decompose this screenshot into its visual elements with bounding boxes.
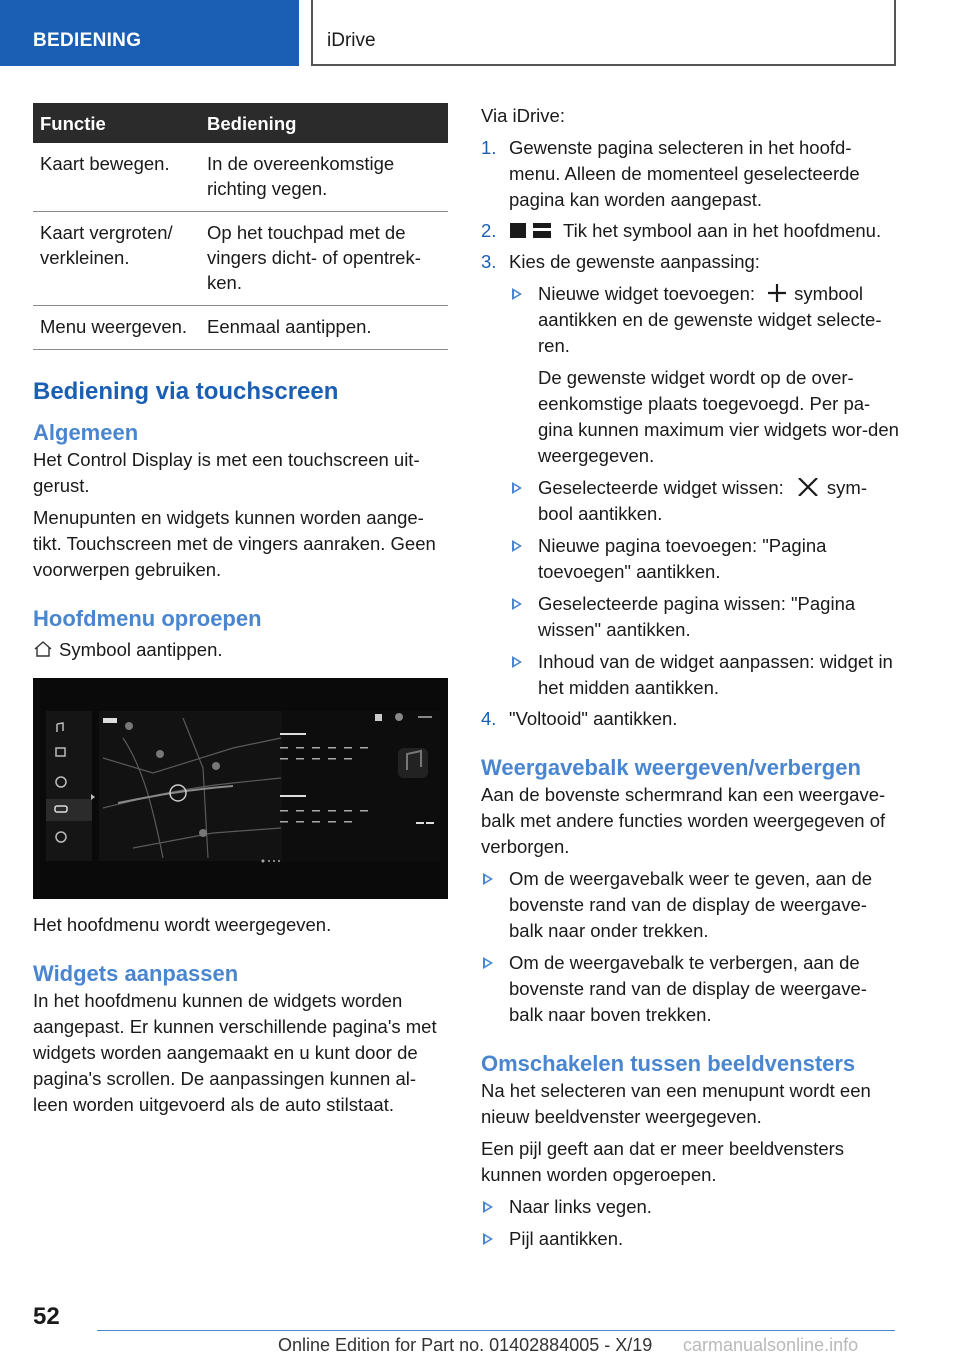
bullet-icon [483, 957, 493, 969]
list-item [481, 1194, 899, 1220]
right-column [481, 103, 899, 1252]
list-item [481, 866, 899, 944]
option-text: Geselecteerde pagina wissen: "Pagina wissen" aantikken. [538, 593, 856, 640]
page-number: 52 [33, 1303, 60, 1330]
option-text: Inhoud van de widget aanpassen: widget in het midden aantikken. [538, 651, 893, 698]
idrive-screen-graphic [33, 678, 448, 899]
paragraph: Het Control Display is met een touchscreen uit-gerust. [33, 449, 420, 496]
subheading-widgets: Widgets aanpassen [33, 961, 239, 986]
bullet-icon [483, 1233, 493, 1245]
plus-icon [766, 284, 788, 302]
paragraph: In het hoofdmenu kunnen de widgets worden aangepast. Er kunnen verschillende pagina's met widgets worden aangemaakt en u kunt door de pagina's scrollen. De aanpassingen kunnen al-leen worden uitgevoerd als de auto stilstaat. [33, 990, 437, 1115]
table-row [33, 143, 448, 212]
options-list [481, 281, 899, 701]
section-tab [0, 0, 299, 66]
widget-edit-icon [509, 221, 557, 239]
step-2 [481, 218, 899, 244]
list-item [510, 533, 899, 585]
list-item [510, 475, 899, 527]
bullet-icon [512, 288, 522, 300]
table-cell: In de overeenkomstige richting vegen. [200, 143, 448, 212]
mainmenu-line [33, 637, 448, 663]
watermark: carmanualsonline.info [683, 1335, 859, 1355]
bullet-icon [512, 656, 522, 668]
step-text: Tik het symbool aan in het hoofdmenu. [563, 220, 882, 241]
option-text: Nieuwe widget toevoegen: [538, 283, 756, 304]
bullet-icon [483, 873, 493, 885]
table-row [33, 306, 448, 350]
list-item [510, 649, 899, 701]
table-header-operation: Bediening [200, 103, 448, 143]
option-text: Nieuwe pagina toevoegen: "Pagina toevoegen" aantikken. [538, 535, 827, 582]
subheading-switch-windows: Omschakelen tussen beeldvensters [481, 1051, 856, 1076]
step-4 [481, 706, 899, 732]
step-number: 1. [481, 137, 497, 158]
table-cell: Kaart bewegen. [33, 143, 200, 212]
option-note: De gewenste widget wordt op de over-eenkomstige plaats toegevoegd. Per pa-gina kunnen maximum vier widgets wor-den weergegeven. [538, 367, 899, 466]
chapter-tab [311, 0, 896, 66]
paragraph: Menupunten en widgets kunnen worden aange-tikt. Touchscreen met de vingers aanraken. Geen voorwerpen gebruiken. [33, 507, 436, 580]
step-3 [481, 249, 899, 275]
list-item [481, 1226, 899, 1252]
bullet-icon [512, 540, 522, 552]
list-text: Om de weergavebalk te verbergen, aan de bovenste rand van de display de weergave-balk naar boven trekken. [509, 952, 867, 1025]
list-item [510, 591, 899, 643]
section-title: BEDIENING [33, 30, 142, 51]
table-cell: Kaart vergroten/ verkleinen. [33, 212, 200, 306]
idrive-screen-image [33, 678, 448, 899]
paragraph: Het hoofdmenu wordt weergegeven. [33, 914, 332, 935]
table-cell: Eenmaal aantippen. [200, 306, 448, 350]
option-text: Geselecteerde widget wissen: [538, 477, 784, 498]
subheading-general: Algemeen [33, 420, 139, 445]
step-text: "Voltooid" aantikken. [509, 708, 678, 729]
table-header-function: Functie [33, 103, 200, 143]
list-text: Om de weergavebalk weer te geven, aan de bovenste rand van de display de weergave-balk naar onder trekken. [509, 868, 873, 941]
mainmenu-text: Symbool aantippen. [59, 639, 223, 660]
step-text: Kies de gewenste aanpassing: [509, 251, 760, 272]
list-item [510, 281, 899, 359]
table-cell: Menu weergeven. [33, 306, 200, 350]
table-row [33, 212, 448, 306]
chapter-title: iDrive [327, 30, 376, 51]
subheading-mainmenu: Hoofdmenu oproepen [33, 606, 262, 631]
option-text: sym-bool aantikken. [538, 477, 867, 524]
option-text: symbool aantikken en de gewenste widget selecte-ren. [538, 283, 882, 356]
list-item [481, 950, 899, 1028]
table-cell: Op het touchpad met de vingers dicht- of opentrek-ken. [200, 212, 448, 306]
footer-edition: Online Edition for Part no. 01402884005 - X/19 [278, 1335, 653, 1355]
close-icon [795, 478, 821, 496]
subheading-display-bar: Weergavebalk weergeven/verbergen [481, 755, 861, 780]
step-number: 4. [481, 708, 497, 729]
function-table [33, 103, 448, 350]
bullet-icon [512, 598, 522, 610]
table-header-row [33, 103, 448, 143]
bullet-icon [483, 1201, 493, 1213]
list-text: Naar links vegen. [509, 1196, 652, 1217]
step-text: Gewenste pagina selecteren in het hoofd-menu. Alleen de momenteel geselecteerde pagina kan worden aangepast. [509, 137, 860, 210]
paragraph: Na het selecteren van een menupunt wordt een nieuw beeldvenster weergegeven. [481, 1080, 871, 1127]
via-idrive: Via iDrive: [481, 105, 565, 126]
paragraph: Aan de bovenste schermrand kan een weergave-balk met andere functies worden weergegeven of verborgen. [481, 784, 886, 857]
home-icon [33, 639, 53, 659]
section-heading: Bediening via touchscreen [33, 378, 339, 405]
paragraph: Een pijl geeft aan dat er meer beeldvensters kunnen worden opgeroepen. [481, 1138, 845, 1185]
bullet-icon [512, 482, 522, 494]
step-1 [481, 135, 899, 213]
step-number: 3. [481, 251, 497, 272]
list-text: Pijl aantikken. [509, 1228, 624, 1249]
step-number: 2. [481, 220, 497, 241]
left-column [33, 103, 448, 1118]
footer-divider [97, 1330, 895, 1331]
